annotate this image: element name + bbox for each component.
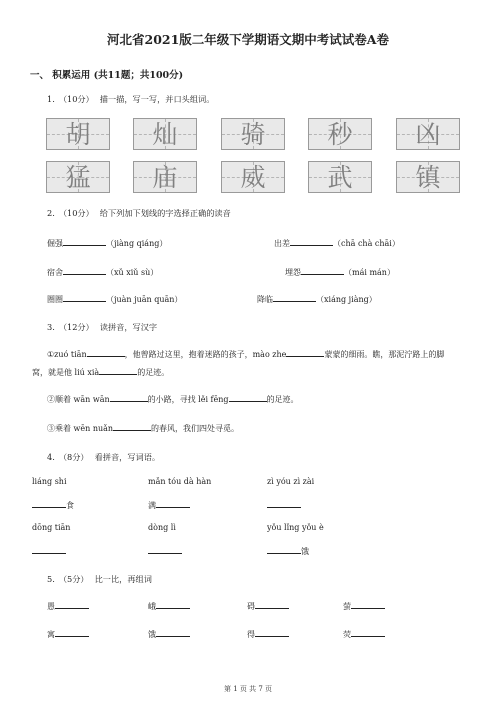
page-footer: 第 1 页 共 7 页 — [223, 685, 273, 693]
answer-cell — [32, 545, 66, 556]
given-char: 满 — [148, 501, 156, 510]
passage-text: 的春风，我们四处寻觅。 — [151, 424, 240, 433]
passage-line — [47, 348, 444, 360]
options: （mái mán） — [344, 268, 395, 277]
given-char: 愚 — [47, 602, 55, 611]
compare-cell — [148, 628, 190, 640]
passage-text: 的小路，寻找 lěi fēng — [147, 395, 229, 404]
answer-blank[interactable] — [255, 628, 289, 637]
question-text: 读拼音，写汉字 — [99, 322, 158, 332]
answer-blank[interactable] — [63, 293, 106, 302]
pinyin-cell: zì yóu zì zài — [267, 477, 315, 486]
tracing-cell — [308, 161, 372, 193]
pinyin-cell: yǒu lǐng yǒu è — [267, 523, 324, 532]
answer-cell — [32, 499, 74, 511]
answer-blank[interactable] — [267, 545, 301, 554]
answer-blank[interactable] — [351, 628, 385, 637]
answer-blank[interactable] — [87, 348, 125, 357]
tracing-char: 胡 — [65, 120, 91, 149]
passage-text: 的足迹。 — [137, 368, 170, 377]
tracing-cell — [133, 118, 197, 150]
given-char: 得 — [247, 630, 255, 639]
word: 宿舍 — [47, 268, 63, 277]
tracing-char: 凶 — [415, 120, 441, 149]
question-text: 看拼音，写词语。 — [94, 452, 161, 462]
answer-blank[interactable] — [55, 600, 89, 609]
answer-blank[interactable] — [32, 499, 66, 508]
answer-blank[interactable] — [286, 348, 324, 357]
question-1 — [47, 94, 214, 105]
answer-blank[interactable] — [267, 499, 301, 508]
tracing-char: 镇 — [415, 163, 441, 192]
answer-blank[interactable] — [110, 393, 148, 402]
pinyin-cell: liáng shi — [32, 477, 67, 486]
question-score: （12分） — [58, 322, 94, 332]
answer-blank[interactable] — [301, 266, 344, 275]
tracing-cell — [396, 118, 460, 150]
passage-line — [32, 366, 169, 378]
answer-blank[interactable] — [351, 600, 385, 609]
given-char: 萤 — [343, 602, 351, 611]
pronunciation-item — [47, 237, 167, 249]
passage-text: ①zuó tiān — [47, 350, 87, 359]
compare-cell — [148, 600, 190, 612]
given-char: 荧 — [343, 630, 351, 639]
question-score: （8分） — [58, 452, 89, 462]
answer-blank[interactable] — [113, 422, 151, 431]
passage-text: 的足迹。 — [266, 395, 299, 404]
answer-blank[interactable] — [55, 628, 89, 637]
tracing-char: 庙 — [152, 163, 178, 192]
answer-blank[interactable] — [273, 293, 316, 302]
pronunciation-item — [47, 266, 158, 278]
question-number: 1. — [47, 94, 55, 104]
section-heading: 一、 积累运用 (共11题；共100分) — [30, 70, 184, 81]
options: （jiàng qiáng） — [106, 239, 168, 248]
tracing-char: 威 — [240, 163, 266, 192]
tracing-char: 猛 — [65, 163, 91, 192]
answer-cell — [148, 499, 190, 511]
answer-blank[interactable] — [148, 545, 182, 554]
compare-cell — [343, 600, 385, 612]
compare-cell — [343, 628, 385, 640]
word: 倔强 — [47, 239, 63, 248]
tracing-cell — [133, 161, 197, 193]
given-char: 食 — [66, 501, 74, 510]
answer-blank[interactable] — [156, 600, 190, 609]
passage-text: 蒙蒙的细雨。瞧，那泥泞路上的脚 — [324, 350, 445, 359]
pinyin-cell: dōng tiān — [32, 523, 71, 532]
tracing-cell — [46, 161, 110, 193]
question-number: 3. — [47, 322, 55, 332]
given-char: 峨 — [148, 602, 156, 611]
word: 降临 — [257, 295, 273, 304]
pronunciation-item — [274, 237, 400, 249]
pronunciation-item — [285, 266, 395, 278]
pronunciation-item — [47, 293, 182, 305]
answer-blank[interactable] — [63, 237, 106, 246]
tracing-cell — [221, 118, 285, 150]
options: （xiáng jiàng） — [316, 295, 377, 304]
character-tracing-grid — [46, 118, 460, 194]
answer-blank[interactable] — [229, 393, 267, 402]
options: （juàn juān quān） — [106, 295, 183, 304]
question-score: （10分） — [58, 208, 94, 218]
word: 圈圈 — [47, 295, 63, 304]
tracing-cell — [308, 118, 372, 150]
compare-cell — [47, 628, 89, 640]
given-char: 碍 — [247, 602, 255, 611]
answer-blank[interactable] — [63, 266, 106, 275]
question-text: 比一比，再组词 — [94, 574, 152, 584]
given-char: 饿 — [148, 630, 156, 639]
answer-blank[interactable] — [32, 545, 66, 554]
answer-blank[interactable] — [99, 366, 137, 375]
tracing-char: 秒 — [327, 120, 353, 149]
word: 出差 — [274, 239, 290, 248]
options: （chā chà chāi） — [333, 239, 400, 248]
question-score: （5分） — [58, 574, 89, 584]
question-text: 描一描，写一写，并口头组词。 — [99, 94, 215, 104]
question-number: 2. — [47, 208, 55, 218]
passage-line — [47, 393, 299, 405]
pronunciation-item — [257, 293, 377, 305]
passage-text: 窝，就是他 liú xià — [32, 368, 100, 377]
tracing-cell — [46, 118, 110, 150]
tracing-char: 灿 — [152, 120, 178, 149]
page-title: 河北省2021版二年级下学期语文期中考试试卷A卷 — [107, 32, 389, 47]
question-2 — [47, 208, 231, 219]
given-char: 饿 — [301, 547, 309, 556]
passage-line — [47, 422, 239, 434]
compare-cell — [247, 600, 289, 612]
tracing-cell — [396, 161, 460, 193]
answer-blank[interactable] — [290, 237, 333, 246]
tracing-cell — [221, 161, 285, 193]
passage-text: ②顺着 wān wān — [47, 395, 110, 404]
question-text: 给下列加下划线的字选择正确的读音 — [99, 208, 231, 218]
tracing-char: 骑 — [240, 120, 266, 149]
question-score: （10分） — [58, 94, 94, 104]
word: 埋怨 — [285, 268, 301, 277]
answer-blank[interactable] — [156, 499, 190, 508]
tracing-char: 武 — [327, 163, 353, 192]
question-number: 5. — [47, 574, 55, 584]
question-4 — [47, 452, 160, 463]
compare-cell — [47, 600, 89, 612]
answer-blank[interactable] — [255, 600, 289, 609]
answer-blank[interactable] — [156, 628, 190, 637]
answer-cell — [148, 545, 182, 556]
pinyin-cell: mǎn tóu dà hàn — [148, 477, 212, 486]
pinyin-cell: dòng lì — [148, 523, 176, 532]
passage-text: ，他曾路过这里，抱着迷路的孩子，mào zhe — [124, 350, 287, 359]
answer-cell — [267, 545, 309, 557]
options: （xǔ xiǔ sù） — [106, 268, 159, 277]
given-char: 寓 — [47, 630, 55, 639]
question-3 — [47, 322, 157, 333]
passage-text: ③乘着 wēn nuǎn — [47, 424, 114, 433]
question-5 — [47, 574, 152, 585]
question-number: 4. — [47, 452, 55, 462]
compare-cell — [247, 628, 289, 640]
answer-cell — [267, 499, 301, 510]
